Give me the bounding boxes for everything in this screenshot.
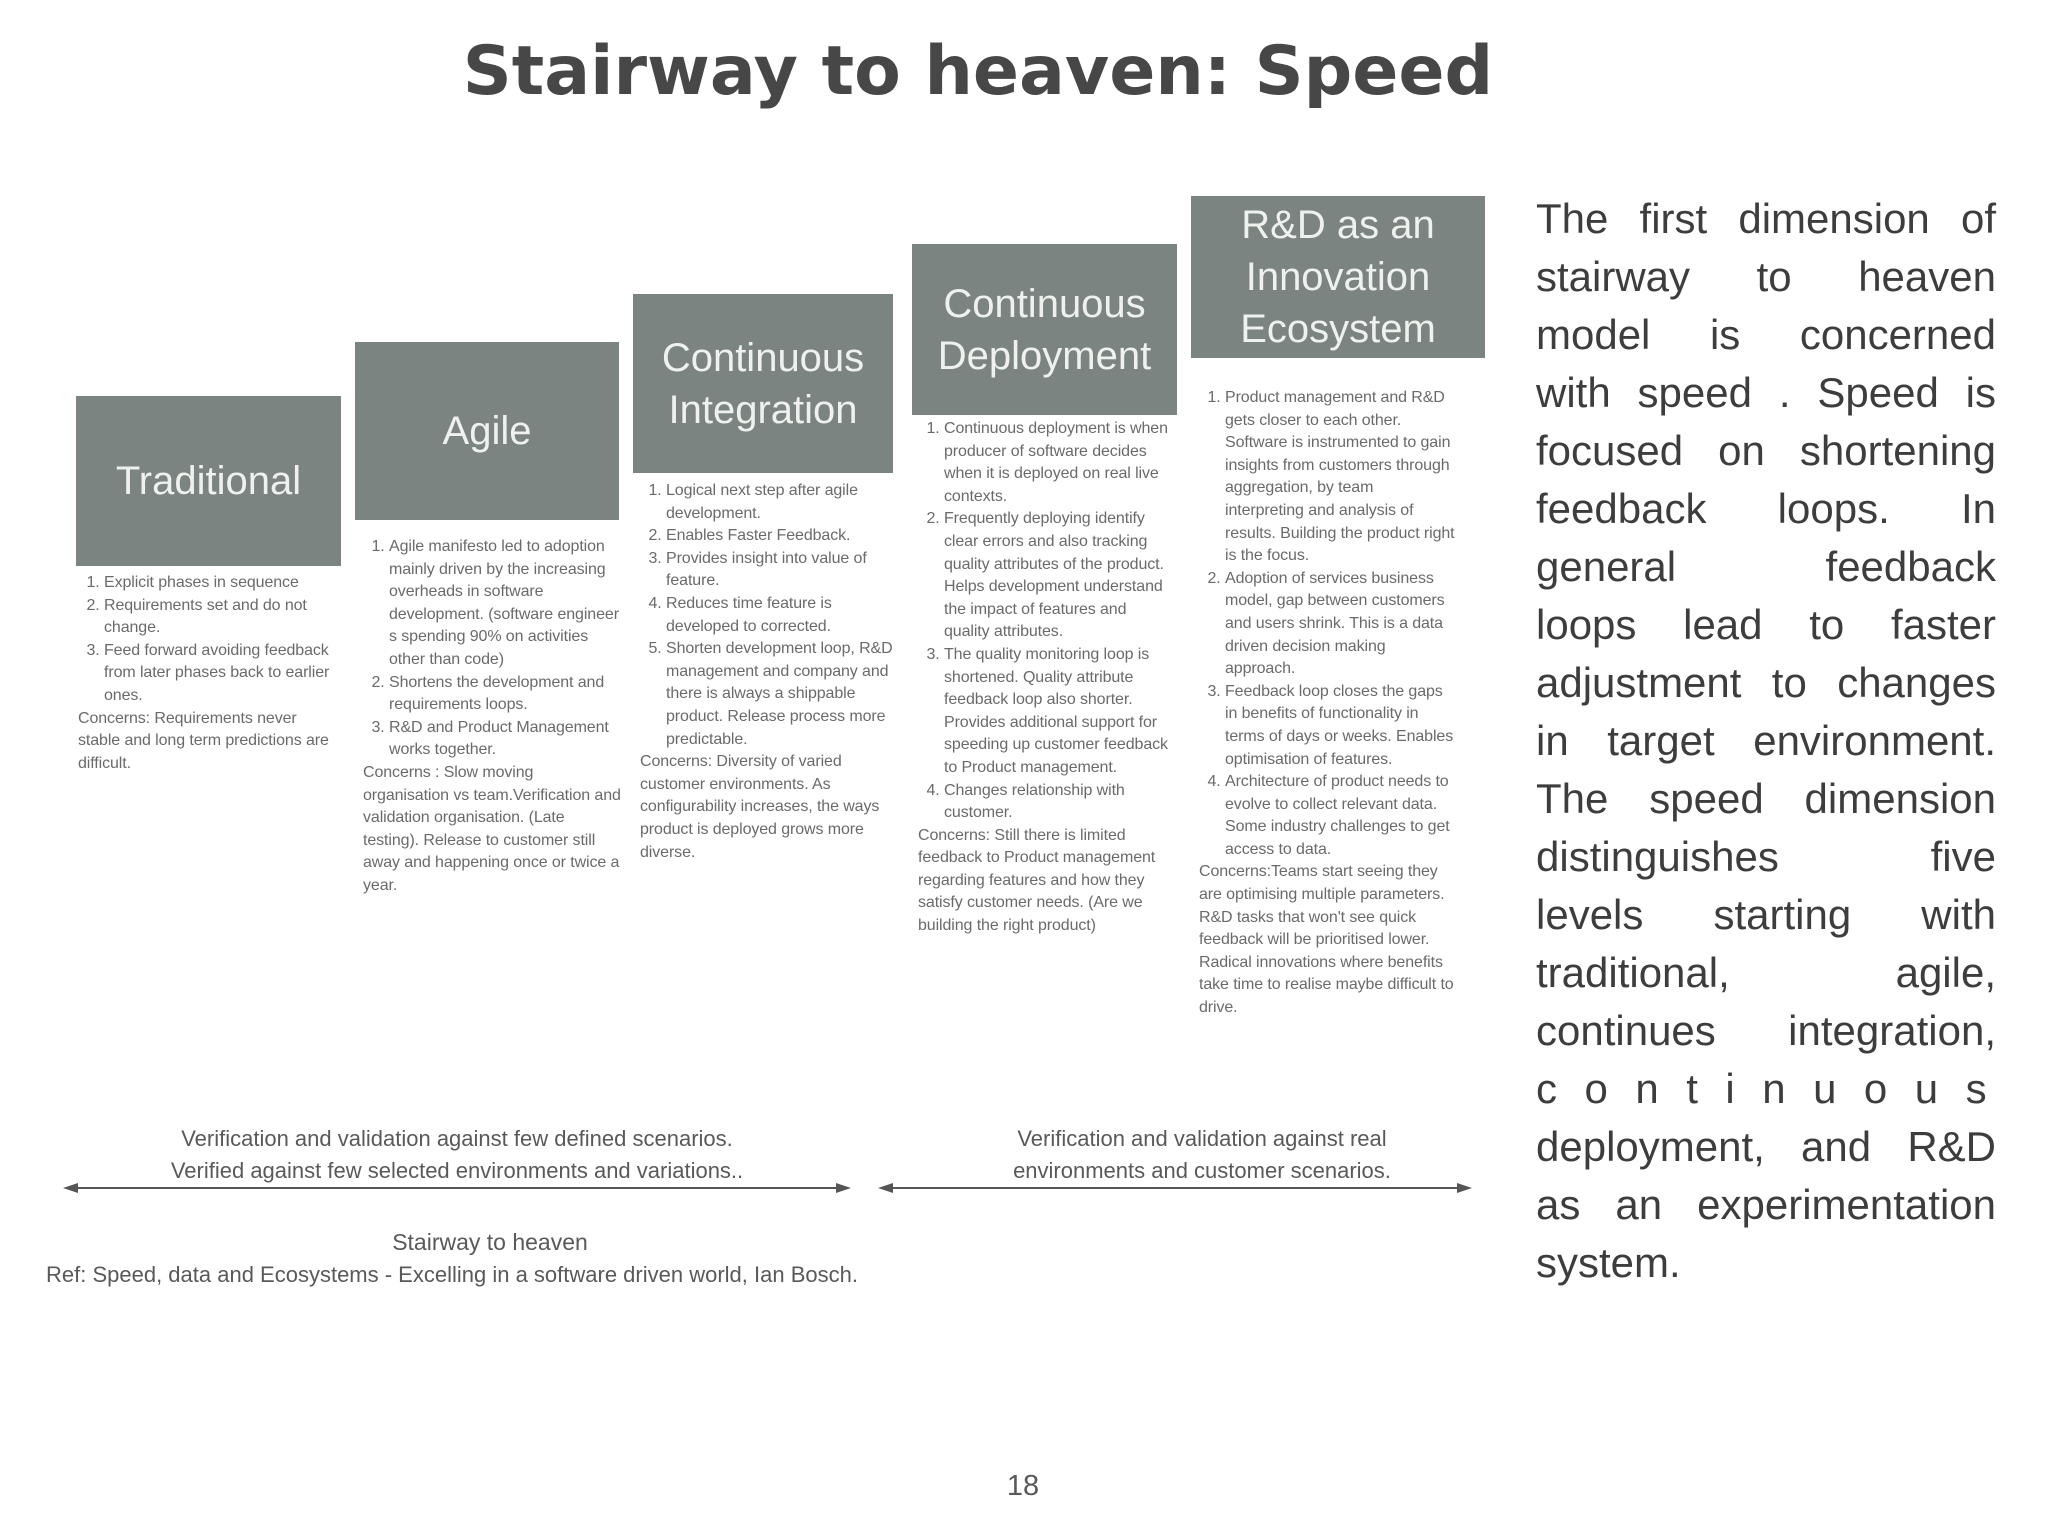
list-item: 1. Agile manifesto led to adoption mainly driven by the increasing overheads in software development. (software engineer s spending 90% on activities other than code)	[389, 536, 621, 672]
step-heading-line: Continuous	[943, 281, 1146, 326]
description-line: stairway to heaven	[1536, 253, 1996, 300]
step-heading-line: Innovation	[1245, 255, 1431, 299]
list-item: 3. Feedback loop closes the gaps in benefits of functionality in terms of days or weeks. Enables optimisation of features.	[1225, 681, 1455, 771]
list-item: 1. Logical next step after agile development.	[666, 480, 901, 525]
notes-traditional	[78, 572, 340, 775]
step-traditional	[76, 396, 341, 566]
list-item: 2. Enables Faster Feedback.	[666, 525, 901, 548]
notes-continuous-integration	[640, 480, 901, 864]
list-item: 4. Reduces time feature is developed to corrected.	[666, 593, 901, 638]
caption-line: environments and customer scenarios.	[1013, 1158, 1391, 1183]
description-line: focused on shortening	[1536, 427, 1996, 474]
description-line: levels starting with	[1536, 891, 1996, 938]
step-heading: Traditional	[115, 459, 302, 503]
slide-title: Stairway to heaven: Speed	[462, 32, 1494, 111]
description-line: model is concerned	[1536, 311, 1996, 358]
page-number: 18	[1006, 1470, 1040, 1502]
list-item: 2. Adoption of services business model, gap between customers and users shrink. This is a data driven decision making approach.	[1225, 568, 1455, 681]
description-line: as an experimentation	[1536, 1181, 1996, 1228]
list-item: 5. Shorten development loop, R&D management and company and there is always a shippable product. Release process more predictable.	[666, 638, 901, 751]
reference-text: Ref: Speed, data and Ecosystems - Excelling in a software driven world, Ian Bosch.	[46, 1262, 858, 1287]
step-heading-line: Continuous	[661, 335, 865, 380]
step-rd-innovation-ecosystem	[1191, 196, 1485, 358]
concerns-text: Concerns: Diversity of varied customer environments. As configurability increases, the ways product is deployed grows more diverse.	[640, 753, 880, 861]
arrow-head-right	[836, 1183, 851, 1193]
list-item: 2. Shortens the development and requirements loops.	[389, 672, 621, 717]
description-line: with speed . Speed is	[1536, 369, 1996, 416]
notes-list	[1199, 387, 1455, 861]
right-double-arrow	[878, 1183, 1472, 1193]
arrow-head-left	[63, 1183, 78, 1193]
list-item: 1. Continuous deployment is when producer of software decides when it is deployed on real live contexts.	[944, 418, 1174, 508]
description-line: traditional, agile,	[1536, 949, 1996, 996]
list-item: 3. R&D and Product Management works together.	[389, 717, 621, 762]
description-line: distinguishes five	[1536, 833, 1996, 880]
list-item: 4. Architecture of product needs to evolve to collect relevant data. Some industry challenges to get access to data.	[1225, 771, 1455, 861]
notes-list	[640, 480, 901, 751]
description-line: continuous	[1536, 1065, 2015, 1112]
list-item: 4. Changes relationship with customer.	[944, 780, 1174, 825]
concerns-text: Concerns : Slow moving organisation vs team.Verification and validation organisation. (Late testing). Release to customer still away and happening once or twice a year.	[363, 763, 621, 894]
list-item: 3. The quality monitoring loop is shortened. Quality attribute feedback loop also shorter. Provides additional support for speeding up customer feedback to Product management.	[944, 644, 1174, 780]
description-line: general feedback	[1536, 543, 1996, 590]
description-line: loops lead to faster	[1536, 601, 1996, 648]
caption-line: Verified against few selected environments and variations..	[170, 1158, 744, 1183]
description-line: system.	[1536, 1239, 1681, 1286]
scope-arrows	[0, 1176, 1500, 1200]
caption-line: Verification and validation against real	[1017, 1126, 1387, 1151]
description-line: in target environment.	[1536, 717, 1996, 764]
concerns-text: Concerns: Requirements never stable and long term predictions are difficult.	[78, 709, 329, 772]
concerns-text: Concerns:Teams start seeing they are optimising multiple parameters. R&D tasks that won't see quick feedback will be prioritised lower. Radical innovations where benefits take time to realise maybe difficult to drive.	[1199, 863, 1454, 1017]
list-item: 2. Frequently deploying identify clear errors and also tracking quality attributes of the product. Helps development understand the impact of features and quality attributes.	[944, 508, 1174, 644]
list-item: 2. Requirements set and do not change.	[104, 595, 340, 640]
arrow-head-left	[878, 1183, 893, 1193]
notes-agile	[363, 536, 621, 898]
notes-list	[363, 536, 621, 762]
notes-list	[78, 572, 340, 708]
step-heading-line: Ecosystem	[1240, 307, 1436, 351]
figure-caption: Stairway to heaven	[392, 1229, 588, 1255]
arrow-head-right	[1457, 1183, 1472, 1193]
description-line: feedback loops. In	[1536, 485, 1996, 532]
step-continuous-integration	[633, 294, 893, 473]
caption-line: Verification and validation against few defined scenarios.	[181, 1126, 733, 1151]
description-line: deployment, and R&D	[1536, 1123, 1996, 1170]
step-heading-line: Integration	[668, 387, 858, 432]
notes-list	[918, 418, 1174, 825]
list-item: 3. Feed forward avoiding feedback from later phases back to earlier ones.	[104, 640, 340, 708]
step-heading: Agile	[442, 409, 532, 453]
list-item: 1. Explicit phases in sequence	[104, 572, 340, 595]
notes-continuous-deployment	[918, 418, 1174, 938]
description-paragraph	[1536, 190, 2015, 1292]
step-continuous-deployment	[912, 244, 1177, 415]
step-heading-line: R&D as an	[1241, 203, 1435, 247]
left-double-arrow	[63, 1183, 851, 1193]
notes-rd-innovation-ecosystem	[1199, 387, 1455, 1020]
description-line: The speed dimension	[1536, 775, 1996, 822]
description-line: adjustment to changes	[1536, 659, 1996, 706]
description-line: continues integration,	[1536, 1007, 1996, 1054]
step-agile	[355, 342, 619, 520]
step-heading-line: Deployment	[937, 333, 1152, 378]
list-item: 1. Product management and R&D gets closer to each other. Software is instrumented to gain insights from customers through aggregation, by team interpreting and analysis of results. Building the product right is the focus.	[1225, 387, 1455, 568]
description-line: The first dimension of	[1536, 195, 1996, 242]
list-item: 3. Provides insight into value of feature.	[666, 548, 901, 593]
concerns-text: Concerns: Still there is limited feedback to Product management regarding features and how they satisfy customer needs. (Are we building the right product)	[918, 826, 1156, 935]
